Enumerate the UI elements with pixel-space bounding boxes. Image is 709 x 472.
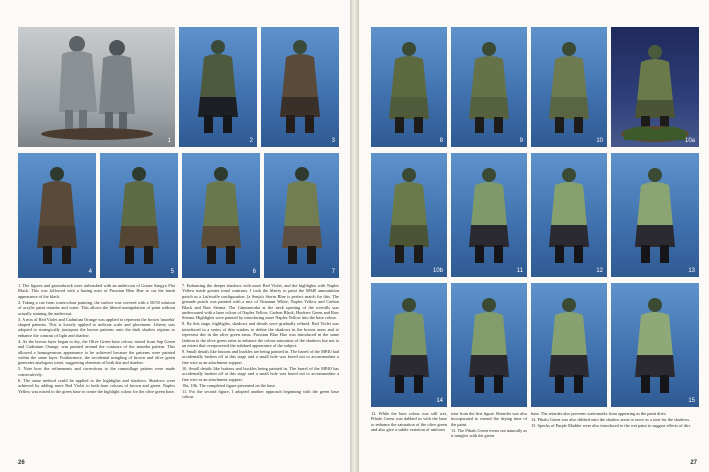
caption-text: 11. For the second figure, I adopted another approach beginning with the green base colour. — [182, 388, 339, 400]
photo-label: 10a — [684, 138, 695, 144]
figure-soldier — [464, 165, 514, 267]
caption-column-2 — [451, 411, 527, 439]
figure-soldier — [630, 165, 680, 267]
photo-label: 3 — [331, 138, 335, 144]
photo-label: 12 — [596, 268, 603, 274]
figure-soldier — [113, 164, 165, 268]
figure-soldier — [384, 165, 434, 267]
photo-label: 2 — [249, 138, 253, 144]
photo-15 — [611, 283, 699, 407]
caption-text: 13. The Pthalo Green evens out naturally as it mingles with the green — [451, 427, 527, 439]
figure-soldier — [195, 164, 247, 268]
figure-soldier — [31, 164, 83, 268]
figure-soldier — [544, 165, 594, 267]
photo-label: 11 — [516, 268, 523, 274]
figure-soldier — [192, 37, 244, 137]
photo-10 — [531, 27, 607, 147]
caption-text: 9. Small details like buttons and buckles are being painted in. The barrel of the MP40 had accidentally broken off at this stage and a small hole was bored out to accommodate a fine wire as an attachment support. — [182, 349, 339, 365]
photo-label: 5 — [170, 269, 174, 275]
caption-column-1 — [18, 283, 175, 395]
caption-text: base. The retarder also prevents watermarks from appearing as the paint dries. — [531, 411, 667, 416]
caption-text: 8. By this stage, highlights, shadows and details were gradually refined. Red Violet was introduced in a series of thin washes to define the shadows in the brown areas and to represent dirt in the olive green areas. Prussian Blue Hue was introduced in the same fashion to the olive green areas to enhance the colour saturation of the shadows but not to an extent that overpowered the subdued appearance of the subject. — [182, 321, 339, 349]
caption-text: 12. While the base colour was still wet, Pthalo Green was dabbed in with the base to enhance the saturation of the olive green and also give a subtle variation of uniform — [371, 411, 447, 433]
right-page — [359, 0, 709, 472]
photo-label: 15 — [688, 398, 695, 404]
figure-soldier — [630, 295, 680, 397]
figure-soldier — [464, 295, 514, 397]
photo-13 — [611, 153, 699, 277]
page-number: 27 — [690, 460, 697, 466]
photo-label: 9 — [519, 138, 523, 144]
caption-column-1 — [371, 411, 447, 433]
photo-14c — [531, 283, 607, 407]
caption-text: 4. As the brown layer began to dry, the Olive Green base colour, mixed from Sap Green and Cadmium Orange, was painted around the contours of the amoeba pattern. This allowed a homogeneous appearance to be achieved because the patterns were painted within the same layer. Furthermore, the accidental mingling of brown and olive green generates analogous tones, suggesting elements of both dirt and shadow. — [18, 338, 175, 366]
caption-text: 7. Enhancing the deeper shadows with more Red Violet, and the highlights with Naples Yellow made greater tonal contrasts. I took the liberty to paint the M940 ammunition pouch as a Luftwaffe configuration. [a Senja's Storm Blue is perfect match for this. The grenade pouch was painted with a mix of Titanium White, Naples Yellow and Carbon Black and Raw Sienna. The Gimnastorka at the neck opening of the overalls was undercoated with a base colour of Naples Yellow, Carbon Black, Hookers Green and Raw Sienna. Highlights were painted by introducing more Naples Yellow into the base colour. — [182, 283, 339, 321]
photo-14b — [451, 283, 527, 407]
photo-label: 1 — [167, 138, 171, 144]
photo-10b — [371, 153, 447, 277]
figure-soldier — [544, 295, 594, 397]
photo-6 — [182, 153, 260, 278]
photo-1 — [18, 27, 175, 147]
photo-11 — [451, 153, 527, 277]
page-number: 26 — [18, 460, 25, 466]
photo-label: 8 — [439, 138, 443, 144]
figure-soldier — [464, 39, 514, 137]
caption-text: 10. Small details like buttons and buckles being painted in. The barrel of the MP40 has accidentally broken off at this stage and a small hole was bored out to accommodate a fine wire as an attachment support. — [182, 365, 339, 382]
caption-text: 6. The same method could be applied to the highlights and shadows. Shadows were achieved by adding more Red Violet to both base colours of brown and green. Naples Yellow was mixed to the green base to create the highlight colour for the olive green base. — [18, 377, 175, 394]
photo-8 — [371, 27, 447, 147]
photo-label: 7 — [331, 269, 335, 275]
photo-label: 6 — [252, 269, 256, 275]
figure-pair-grey — [37, 32, 157, 140]
caption-column-2 — [182, 283, 339, 400]
figure-soldier — [276, 164, 328, 268]
left-page — [0, 0, 350, 472]
photo-label: 10b — [432, 268, 443, 274]
photo-2 — [179, 27, 257, 147]
caption-text: tone from the first figure. Retarder was also incorporated to extend the drying time of the paint. — [451, 411, 527, 427]
caption-text: 10a, 10b. The completed figure presented on the base. — [182, 382, 276, 388]
photo-5 — [100, 153, 178, 278]
photo-label: 10 — [596, 138, 603, 144]
photo-label: 13 — [688, 268, 695, 274]
caption-text: 5. Note how the refinements and corrections to the camouflage pattern were made consecutively. — [18, 366, 175, 377]
caption-column-3 — [531, 411, 699, 429]
caption-text: 14. Pthalo Green was also dabbed onto the shadow areas to serve as a tone for the shadows. — [531, 417, 691, 422]
photo-label: 4 — [88, 269, 92, 275]
photo-14 — [371, 283, 447, 407]
caption-text: 3. A mix of Red Violet and Cadmium Orange was applied to represent the brown 'amoeba' shaped patterns. This is loosely applied to indicate scale and placement. Liberty was adopted to strategically juxtapose the brown patterns onto the dark shadow regions to enhance the contrast of light and shadow. — [18, 316, 175, 338]
photo-7 — [264, 153, 339, 278]
figure-soldier — [384, 295, 434, 397]
caption-text: 1. The figures and groundwork were airbrushed with an undercoat of Gunze Sangyo Flat Black. This was followed with a hazing mist of Prussian Blue Hue to cut the harsh appearance of the black. — [18, 283, 175, 299]
figure-soldier — [274, 37, 326, 137]
photo-3 — [261, 27, 339, 147]
book-gutter — [350, 0, 359, 472]
caption-text: 15. Specks of Purple Madder were also introduced to the wet paint to suggest effects of dirt. — [531, 423, 691, 428]
photo-label: 14 — [436, 398, 443, 404]
figure-soldier — [384, 39, 434, 137]
photo-9 — [451, 27, 527, 147]
caption-text: 2. Taking a cue from watercolour painting, the surface was covered with a 50/50 solution of acrylic paint retarder and water. This allows the liberal manipulation of paint without actually staining the undercoat. — [18, 299, 175, 316]
photo-10a — [611, 27, 699, 147]
figure-soldier-on-base — [620, 42, 690, 142]
photo-12 — [531, 153, 607, 277]
photo-4 — [18, 153, 96, 278]
figure-soldier — [544, 39, 594, 137]
